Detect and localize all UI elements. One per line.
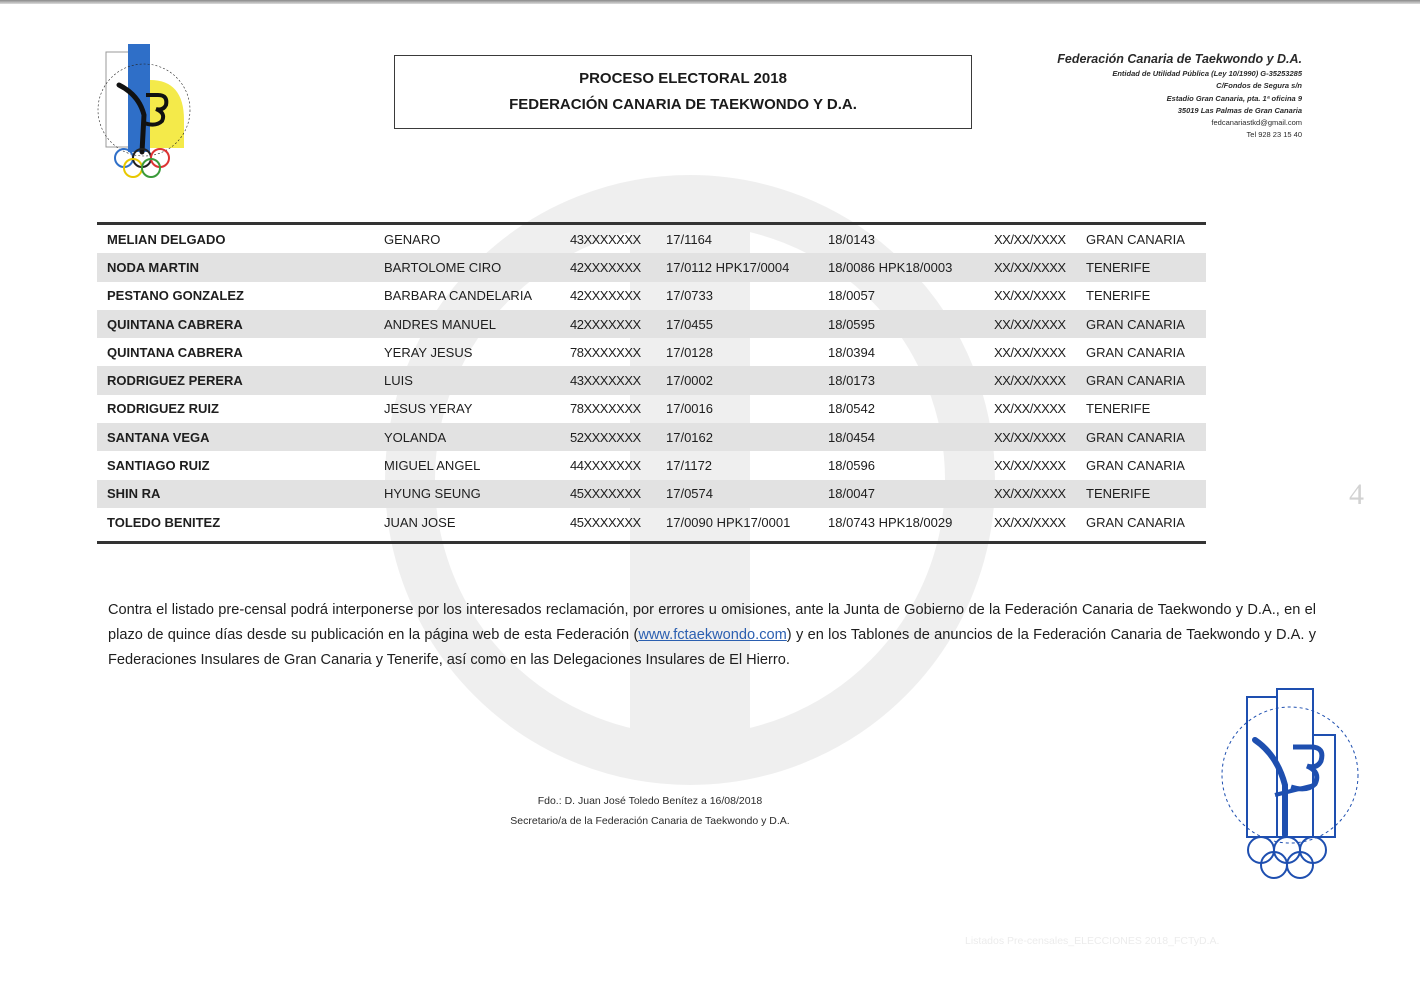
federation-contact-block	[1057, 52, 1302, 142]
table-row	[97, 395, 1206, 423]
cell-island: GRAN CANARIA	[1086, 366, 1206, 394]
cell-name: YERAY JESUS	[384, 344, 473, 360]
cell-name: BARTOLOME CIRO	[384, 253, 570, 281]
federation-phone: Tel 928 23 15 40	[1246, 130, 1302, 140]
cell-surname: SANTIAGO RUIZ	[107, 458, 210, 474]
cell-name: BARBARA CANDELARIA	[384, 288, 533, 304]
cell-id: 42XXXXXXX	[570, 310, 666, 338]
cell-island: TENERIFE	[1086, 401, 1151, 417]
cell-id: 45XXXXXXX	[570, 514, 641, 530]
cell-island: GRAN CANARIA	[1086, 310, 1206, 338]
cell-license-2018: 18/0743 HPK18/0029	[828, 514, 953, 530]
cell-id: 78XXXXXXX	[570, 344, 641, 360]
cell-date: XX/XX/XXXX	[994, 480, 1086, 508]
cell-island: TENERIFE	[1086, 480, 1206, 508]
cell-date: XX/XX/XXXX	[994, 514, 1066, 530]
cell-surname: QUINTANA CABRERA	[107, 344, 243, 360]
cell-license-2018: 18/0173	[828, 366, 994, 394]
cell-name: HYUNG SEUNG	[384, 480, 570, 508]
cell-name: ANDRES MANUEL	[384, 310, 570, 338]
cell-id: 42XXXXXXX	[570, 288, 641, 304]
cell-date: XX/XX/XXXX	[994, 344, 1066, 360]
table-bottom-rule	[97, 541, 1206, 544]
cell-license-2017: 17/0016	[666, 401, 713, 417]
cell-date: XX/XX/XXXX	[994, 253, 1086, 281]
federation-address-office: Estadio Gran Canaria, pta. 1ª oficina 9	[1166, 93, 1302, 103]
page-top-edge	[0, 0, 1420, 4]
cell-id: 44XXXXXXX	[570, 458, 641, 474]
cell-surname: SHIN RA	[97, 480, 384, 508]
cell-surname: RODRIGUEZ RUIZ	[107, 401, 219, 417]
cell-license-2018: 18/0143	[828, 231, 875, 247]
federation-logo	[84, 40, 204, 185]
cell-license-2018: 18/0057	[828, 288, 875, 304]
signature-signed-by: Fdo.: D. Juan José Toledo Benítez a 16/08/2018	[537, 795, 763, 807]
table-row	[97, 338, 1206, 366]
cell-name: GENARO	[384, 231, 441, 247]
signature-role: Secretario/a de la Federación Canaria de Taekwondo y D.A.	[510, 815, 790, 827]
table-row	[97, 366, 1206, 394]
cell-name: YOLANDA	[384, 423, 570, 451]
cell-id: 43XXXXXXX	[570, 231, 641, 247]
title-line-1: PROCESO ELECTORAL 2018	[579, 70, 787, 87]
cell-id: 52XXXXXXX	[570, 423, 666, 451]
cell-id: 45XXXXXXX	[570, 480, 666, 508]
cell-surname: PESTANO GONZALEZ	[107, 288, 244, 304]
claims-notice	[108, 598, 1316, 673]
federation-email: fedcanariastkd@gmail.com	[1211, 118, 1302, 128]
cell-license-2017: 17/0455	[666, 310, 828, 338]
cell-date: XX/XX/XXXX	[994, 458, 1066, 474]
federation-address-street: C/Fondos de Segura s/n	[1216, 81, 1302, 91]
cell-island: GRAN CANARIA	[1086, 423, 1206, 451]
federation-address-city: 35019 Las Palmas de Gran Canaria	[1177, 105, 1302, 115]
cell-date: XX/XX/XXXX	[994, 423, 1086, 451]
cell-surname: QUINTANA CABRERA	[97, 310, 384, 338]
title-line-2: FEDERACIÓN CANARIA DE TAEKWONDO Y D.A.	[509, 96, 857, 113]
cell-license-2018: 18/0047	[828, 480, 994, 508]
table-row	[97, 253, 1206, 281]
federation-website-link[interactable]: www.fctaekwondo.com	[638, 627, 787, 643]
cell-name: LUIS	[384, 366, 570, 394]
cell-license-2018: 18/0394	[828, 344, 875, 360]
cell-id: 42XXXXXXX	[570, 253, 666, 281]
cell-island: GRAN CANARIA	[1086, 458, 1185, 474]
cell-surname: NODA MARTIN	[97, 253, 384, 281]
page-number: 4	[1349, 478, 1364, 511]
table-row	[97, 423, 1206, 451]
cell-name: MIGUEL ANGEL	[384, 458, 481, 474]
cell-island: TENERIFE	[1086, 288, 1151, 304]
cell-name: JUAN JOSE	[384, 514, 456, 530]
cell-license-2018: 18/0595	[828, 310, 994, 338]
table-row	[97, 451, 1206, 479]
census-table	[97, 222, 1206, 544]
cell-surname: TOLEDO BENITEZ	[107, 514, 221, 530]
cell-surname: MELIAN DELGADO	[107, 231, 226, 247]
cell-surname: SANTANA VEGA	[97, 423, 384, 451]
table-row	[97, 480, 1206, 508]
cell-license-2017: 17/0733	[666, 288, 713, 304]
table-row	[97, 225, 1206, 253]
cell-license-2017: 17/0090 HPK17/0001	[666, 514, 791, 530]
federation-legal-status: Entidad de Utilidad Pública (Ley 10/1990) G-35253285	[1112, 69, 1302, 78]
cell-island: GRAN CANARIA	[1086, 231, 1185, 247]
table-row	[97, 282, 1206, 310]
cell-surname: RODRIGUEZ PERERA	[97, 366, 384, 394]
cell-island: TENERIFE	[1086, 253, 1206, 281]
federation-stamp	[1205, 685, 1375, 880]
table-row	[97, 310, 1206, 338]
cell-date: XX/XX/XXXX	[994, 288, 1066, 304]
cell-license-2018: 18/0454	[828, 423, 994, 451]
table-row	[97, 508, 1206, 536]
census-table-body	[97, 225, 1206, 536]
cell-license-2017: 17/0002	[666, 366, 828, 394]
cell-license-2017: 17/1164	[666, 231, 713, 247]
cell-id: 78XXXXXXX	[570, 401, 641, 417]
cell-license-2017: 17/0162	[666, 423, 828, 451]
cell-name: JESUS YERAY	[384, 401, 473, 417]
notice-text-end: ) y en los Tablones de anuncios de la Federación Canaria de Taekwondo y D.A. y Federaciones Insulares de Gran Canaria y Tenerife, así como en las Delegaciones Insulares de El Hierro.	[108, 627, 1316, 668]
cell-id: 43XXXXXXX	[570, 366, 666, 394]
federation-name: Federación Canaria de Taekwondo y D.A.	[1057, 52, 1302, 66]
cell-license-2018: 18/0086 HPK18/0003	[828, 253, 994, 281]
cell-license-2018: 18/0542	[828, 401, 875, 417]
cell-island: GRAN CANARIA	[1086, 514, 1185, 530]
document-title-box	[394, 55, 972, 129]
cell-license-2017: 17/1172	[666, 458, 713, 474]
cell-date: XX/XX/XXXX	[994, 231, 1066, 247]
footer-filename: Listados Pre-censales_ELECCIONES 2018_FCTyD.A.	[965, 935, 1220, 947]
cell-date: XX/XX/XXXX	[994, 401, 1066, 417]
cell-license-2017: 17/0128	[666, 344, 713, 360]
cell-license-2017: 17/0574	[666, 480, 828, 508]
cell-date: XX/XX/XXXX	[994, 310, 1086, 338]
cell-license-2018: 18/0596	[828, 458, 875, 474]
signature-block	[470, 791, 830, 831]
notice-text-start: Contra el listado pre-censal podrá interponerse por los interesados reclamación, por errores u omisiones, ante la Junta de Gobierno de la Federación Canaria de Taekwondo y D.A., en el plazo de quince días desde su publicación en la página web de esta Federación (	[108, 602, 1316, 643]
cell-island: GRAN CANARIA	[1086, 344, 1185, 360]
cell-license-2017: 17/0112 HPK17/0004	[666, 253, 828, 281]
cell-date: XX/XX/XXXX	[994, 366, 1086, 394]
